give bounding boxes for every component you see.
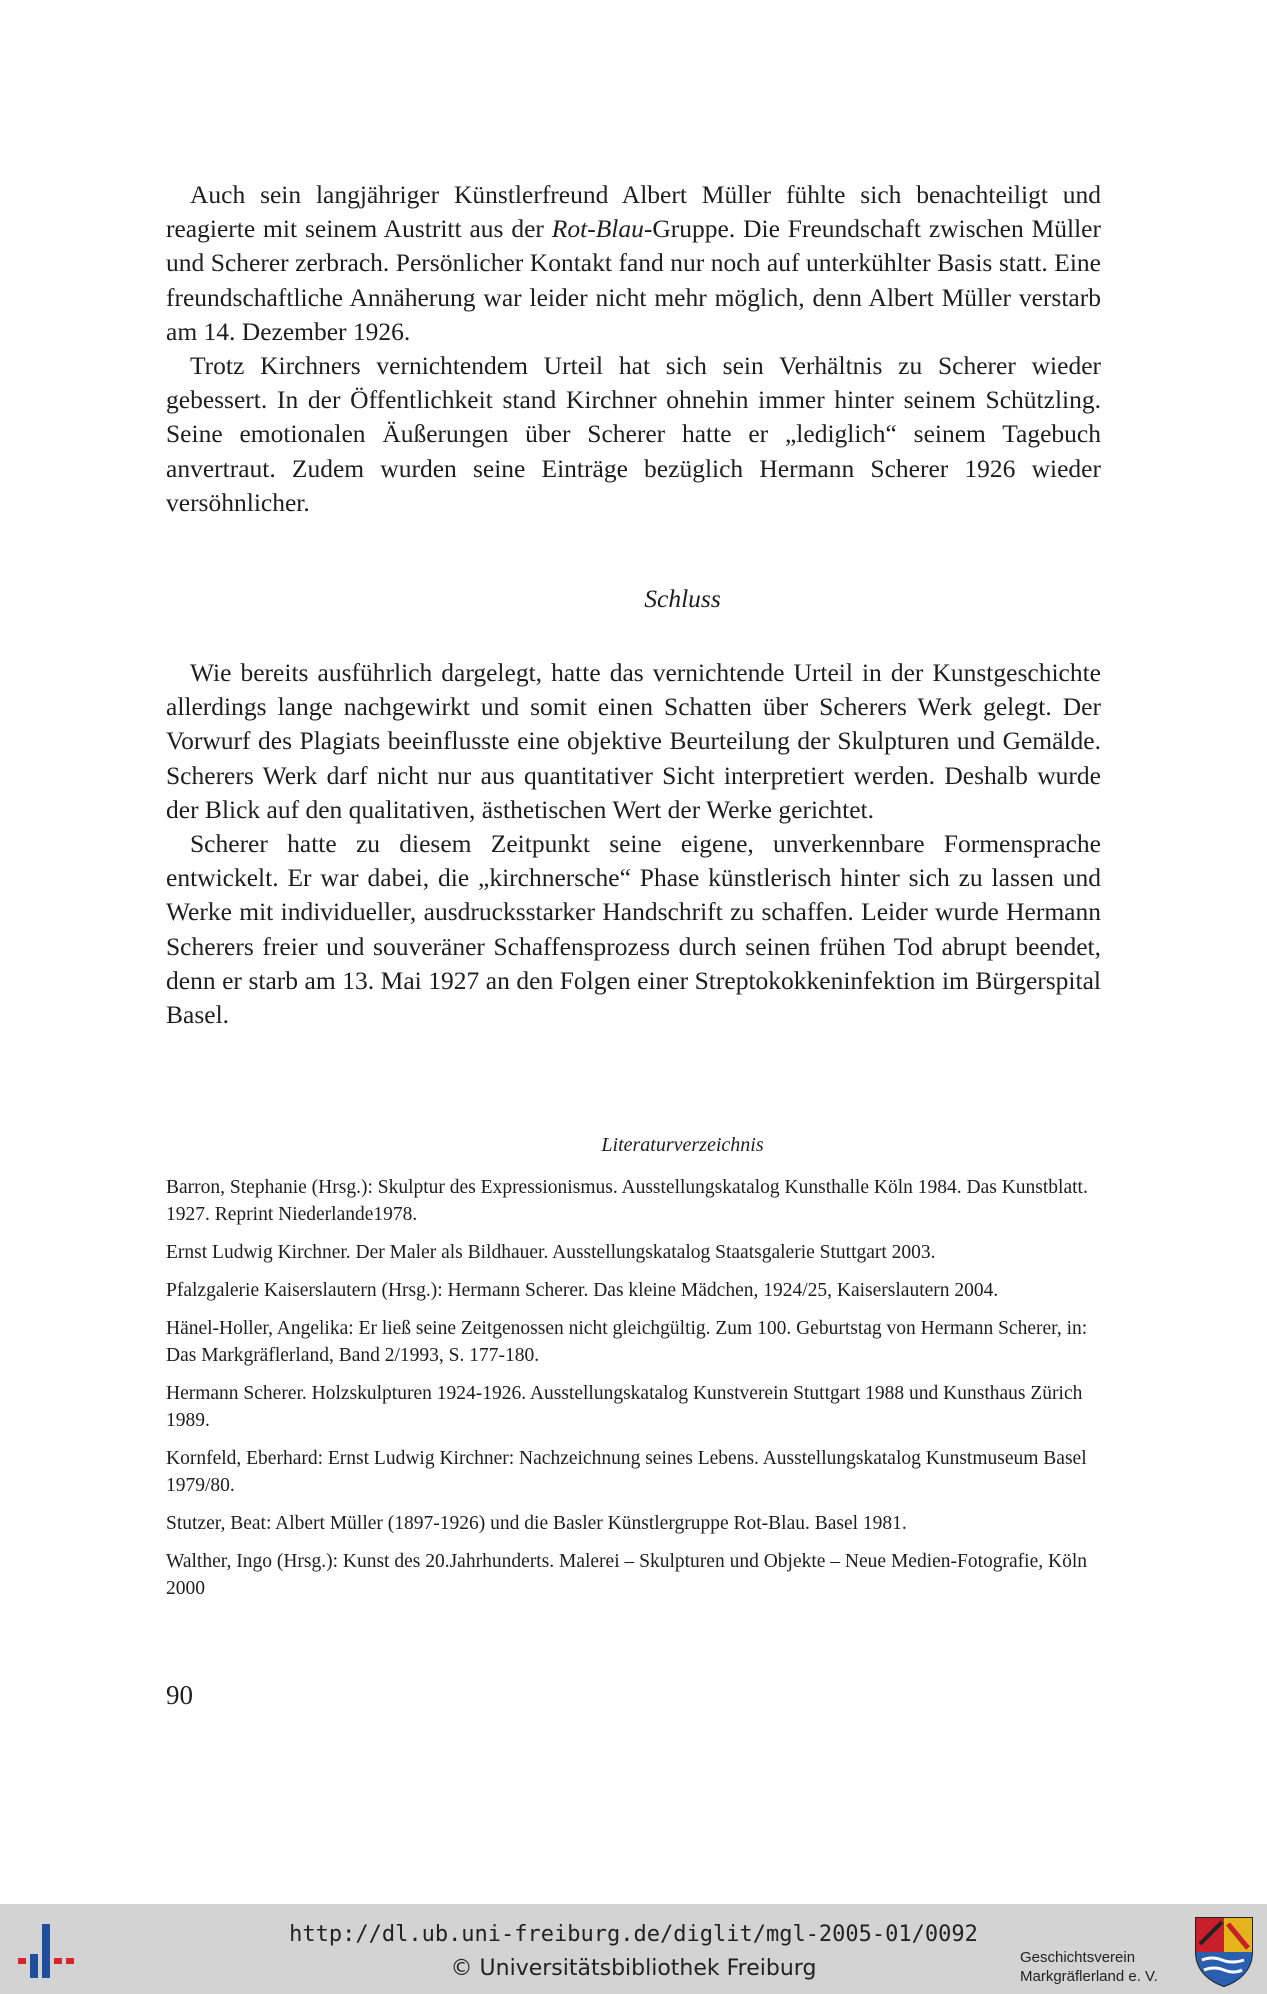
society-line-2: Markgräflerland e. V.	[1020, 1968, 1158, 1985]
society-line-1: Geschichtsverein	[1020, 1949, 1136, 1966]
bibliography-entry: Walther, Ingo (Hrsg.): Kunst des 20.Jahrhunderts. Malerei – Skulpturen und Objekte – Neue Medien-Fotografie, Köln 2000	[166, 1551, 1087, 1599]
paragraph-4: Scherer hatte zu diesem Zeitpunkt seine eigene, unverkennbare Formensprache entwickelt. Er war dabei, die „kirchnersche“ Phase künstlerisch hinter sich zu lassen und Werke mit individueller, ausdrucksstarker Handschrift zu schaffen. Leider wurde Hermann Scherers freier und souveräner Schaffensprozess durch seinen frühen Tod abrupt beendet, denn er starb am 13. Mai 1927 an den Folgen einer Streptokokkeninfektion im Bürgerspital Basel.	[166, 829, 1101, 1030]
paragraph-2: Trotz Kirchners vernichtendem Urteil hat sich sein Verhältnis zu Scherer wieder gebessert. In der Öffentlichkeit stand Kirchner ohnehin immer hinter seinem Schützling. Seine emotionalen Äußerungen über Scherer hatte er „lediglich“ seinem Tagebuch anvertraut. Zudem wurden seine Einträge bezüglich Hermann Scherer 1926 wieder versöhnlicher.	[166, 351, 1101, 517]
bibliography-heading: Literaturverzeichnis	[601, 1134, 764, 1156]
body-text-top	[166, 178, 1101, 520]
bibliography-entry: Kornfeld, Eberhard: Ernst Ludwig Kirchner: Nachzeichnung seines Lebens. Ausstellungskatalog Kunstmuseum Basel 1979/80.	[166, 1448, 1087, 1496]
page-number: 90	[166, 1680, 193, 1710]
body-text-bottom	[166, 656, 1101, 1032]
paragraph-3: Wie bereits ausführlich dargelegt, hatte das vernichtende Urteil in der Kunstgeschichte allerdings lange nachgewirkt und somit einen Schatten über Scherers Werk gelegt. Der Vorwurf des Plagiats beeinflusste eine objektive Beurteilung der Skulpturen und Gemälde. Scherers Werk darf nicht nur aus quantitativer Sicht interpretiert werden. Deshalb wurde der Blick auf den qualitativen, ästhetischen Wert der Werke gerichtet.	[166, 658, 1101, 824]
bibliography-entry: Ernst Ludwig Kirchner. Der Maler als Bildhauer. Ausstellungskatalog Staatsgalerie Stuttgart 2003.	[166, 1242, 936, 1263]
bibliography-entry: Barron, Stephanie (Hrsg.): Skulptur des Expressionismus. Ausstellungskatalog Kunsthalle Köln 1984. Das Kunstblatt. 1927. Reprint Niederlande1978.	[166, 1177, 1088, 1225]
copyright-text: © Universitätsbibliothek Freiburg	[450, 1956, 817, 1981]
bibliography-entry: Hermann Scherer. Holzskulpturen 1924-1926. Ausstellungskatalog Kunstverein Stuttgart 1988 und Kunsthaus Zürich 1989.	[166, 1383, 1083, 1431]
footer-bar	[0, 1904, 1267, 1994]
bibliography-entry: Hänel-Holler, Angelika: Er ließ seine Zeitgenossen nicht gleichgültig. Zum 100. Geburtstag von Hermann Scherer, in: Das Markgräflerland, Band 2/1993, S. 177-180.	[166, 1318, 1088, 1366]
coat-of-arms-icon	[1192, 1914, 1256, 1988]
bibliography-entry: Stutzer, Beat: Albert Müller (1897-1926) und die Basler Künstlergruppe Rot-Blau. Basel 1981.	[166, 1513, 907, 1534]
bibliography-list	[166, 1174, 1101, 1613]
source-url-link[interactable]: http://dl.ub.uni-freiburg.de/diglit/mgl-2005-01/0092	[289, 1922, 978, 1947]
society-name	[1020, 1948, 1190, 1986]
bibliography-entry: Pfalzgalerie Kaiserslautern (Hrsg.): Hermann Scherer. Das kleine Mädchen, 1924/25, Kaiserslautern 2004.	[166, 1280, 999, 1301]
paragraph-1: Auch sein langjähriger Künstlerfreund Albert Müller fühlte sich benachteiligt und reagierte mit seinem Austritt aus der Rot-Blau-Gruppe. Die Freundschaft zwischen Müller und Scherer zerbrach. Persönlicher Kontakt fand nur noch auf unterkühlter Basis statt. Eine freundschaftliche Annäherung war leider nicht mehr möglich, denn Albert Müller verstarb am 14. Dezember 1926.	[166, 180, 1101, 346]
section-heading: Schluss	[644, 584, 721, 613]
